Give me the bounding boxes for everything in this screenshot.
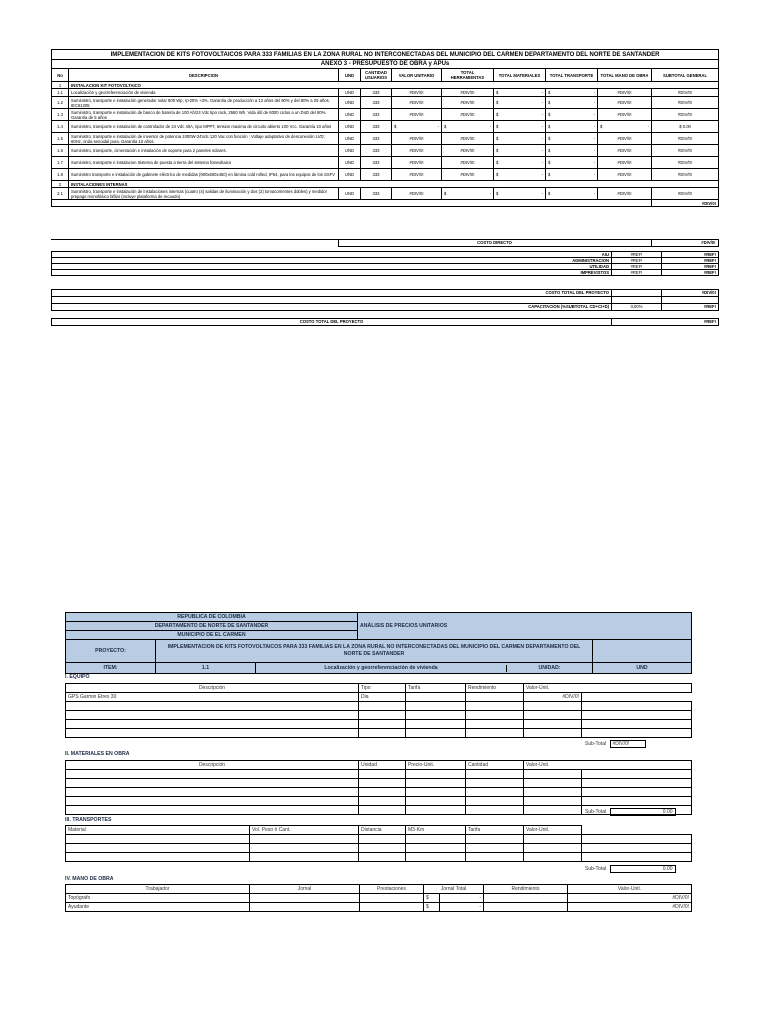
budget-row (52, 145, 719, 157)
item-number: 1.8 (52, 169, 69, 181)
column-header: DESCRIPCION (69, 69, 339, 82)
aiu-label: AIU (52, 252, 612, 258)
subtotal-general: #DIV/0! (652, 157, 719, 169)
grid-cell: Topógrafo (66, 894, 250, 903)
total-herramientas: #DIV/0! (442, 97, 494, 109)
subtotal-general: #DIV/0! (652, 133, 719, 145)
column-header: TOTAL MANO DE OBRA (598, 69, 652, 82)
aiu-pct: #REF! (612, 270, 662, 276)
item-unit: UND (339, 97, 361, 109)
total-mano-obra: #DIV/0! (598, 109, 652, 121)
grid-row (66, 702, 692, 711)
item-quantity: 333 (361, 109, 392, 121)
valor-unitario: #DIV/0! (392, 188, 442, 200)
capacitacion-pct: 0,00% (612, 304, 662, 311)
budget-row (52, 97, 719, 109)
transportes-subtotal: Sub-Total 0.00 (585, 865, 676, 873)
mano-obra-section-title: IV. MANO DE OBRA (65, 876, 114, 882)
grid-cell (484, 903, 568, 912)
aiu-value: #REF! (662, 258, 719, 264)
grid-cell: #DIV/0! (568, 903, 692, 912)
column-header: No (52, 69, 69, 82)
unidad-value: UND (593, 663, 692, 674)
grid-header: Jornal (250, 885, 360, 894)
item-description: Suministro, transporte, cimentación e instalación de soporte para 2 paneles solares. (69, 145, 339, 157)
item-description: Suministro, transporte e instalacion Sistema de puesta a tierra del sistema fotovoltaico (69, 157, 339, 169)
grid-cell (466, 693, 524, 702)
grid-row (66, 894, 692, 903)
unidad-label: UNIDAD: (506, 665, 592, 672)
column-header: SUBTOTAL GENERAL (652, 69, 719, 82)
proyecto-label: PROYECTO: (66, 640, 156, 663)
grid-header: Prestaciones (360, 885, 424, 894)
grid-row (66, 844, 692, 853)
grid-row (66, 693, 692, 702)
total-herramientas: #DIV/0! (442, 109, 494, 121)
grid-row (66, 711, 692, 720)
grid-header: Tarifa (466, 826, 524, 835)
item-quantity: 333 (361, 133, 392, 145)
grid-header: Valor-Unit. (568, 885, 692, 894)
grid-cell: - (440, 894, 484, 903)
subtotal-general: $ 0.00 (652, 121, 719, 133)
total-herramientas: #DIV/0! (442, 157, 494, 169)
total-materiales: $ - (494, 109, 546, 121)
valor-unitario: #DIV/0! (392, 169, 442, 181)
grid-row (66, 797, 692, 806)
capacitacion-label: CAPACITACION (%SUBTOTAL CD+CI+D) (52, 304, 612, 311)
grid-header: Valor-Unit. (524, 684, 692, 693)
grid-cell: Dia (359, 693, 406, 702)
transportes-subtotal-value: 0.00 (610, 865, 676, 873)
aiu-row (52, 270, 719, 276)
grid-cell: #DIV/0! (524, 693, 582, 702)
valor-unitario: #DIV/0! (392, 145, 442, 157)
aiu-label: IMPREVISTOS (52, 270, 612, 276)
grid-cell (250, 894, 360, 903)
item-description: Suministro transporte e instalación de gabinete eléctrico de medidas (900x600x450) en lámina cold rolled, IP54, para los equipos de los SSFV (69, 169, 339, 181)
grid-row (66, 853, 692, 862)
item-number: 1.2 (52, 97, 69, 109)
total-mano-obra: #DIV/0! (598, 157, 652, 169)
budget-row (52, 109, 719, 121)
item-description: Suministro, transporte e instalación de controlador de 24 Vdc 40A, tipo MPPT, tension maxima de circuito abierto 100 Vcc. Garantía 10 años (69, 121, 339, 133)
total-materiales: $ - (494, 169, 546, 181)
budget-row (52, 89, 719, 97)
item-unit: UND (339, 133, 361, 145)
grid-header: Material (66, 826, 250, 835)
column-header: UND (339, 69, 361, 82)
equipo-table (65, 683, 692, 738)
materiales-subtotal-value: 0.00 (610, 808, 676, 816)
item-number: 2.1 (52, 188, 69, 200)
materiales-subtotal: Sub-Total 0.00 (585, 808, 676, 816)
section-row: 2 INSTALACIONES INTERNAS (52, 181, 719, 188)
item-quantity: 333 (361, 169, 392, 181)
item-description: Suministro, transporte e instalación de banco de batería de 100 Ah/24 Vdc tipo rack, 2560 Wh. Vida útil de 6000 ciclos a un DoD del 80%. Garantía de 5 años (69, 109, 339, 121)
column-header: TOTAL TRANSPORTE (546, 69, 598, 82)
total-transporte: $ - (546, 97, 598, 109)
costo-total-label: COSTO TOTAL DEL PROYECTO (52, 290, 612, 297)
org-line: DEPARTAMENTO DE NORTE DE SANTANDER (66, 622, 358, 631)
total-transporte: $ - (546, 145, 598, 157)
costo-total-table (51, 289, 719, 311)
aiu-pct: #REF! (612, 258, 662, 264)
grid-header: Unidad (359, 761, 406, 770)
subtotal-general: #DIV/0! (652, 109, 719, 121)
aiu-label: ADMINISTRACION (52, 258, 612, 264)
total-mano-obra: #DIV/0! (598, 97, 652, 109)
item-quantity: 333 (361, 97, 392, 109)
aiu-value: #REF! (662, 252, 719, 258)
aiu-value: #REF! (662, 264, 719, 270)
column-header: CANTIDAD USUARIOS (361, 69, 392, 82)
total-herramientas: #DIV/0! (442, 169, 494, 181)
item-unit: UND (339, 169, 361, 181)
grid-header-row (66, 761, 692, 770)
grid-header: Vol. Peso ó Cant. (250, 826, 359, 835)
grid-row (66, 835, 692, 844)
valor-unitario: $ - (392, 121, 442, 133)
equipo-section-title: I. EQUIPO (65, 674, 90, 680)
subtotal-general: #DIV/0! (652, 169, 719, 181)
section-total-value: #DIV/0! (652, 200, 719, 207)
item-quantity: 333 (361, 89, 392, 97)
grid-row (66, 903, 692, 912)
equipo-subtotal-value: #DIV/0! (610, 740, 646, 748)
grid-header: Precio-Unit. (406, 761, 466, 770)
aiu-pct: #REF! (612, 252, 662, 258)
total-transporte: $ - (546, 121, 598, 133)
total-materiales: $ - (494, 121, 546, 133)
grid-cell (406, 693, 466, 702)
grid-cell: #DIV/0! (568, 894, 692, 903)
budget-row (52, 157, 719, 169)
item-unit: UND (339, 109, 361, 121)
budget-row (52, 169, 719, 181)
item-description: Suministro, transporte e instalación de inversor de potencia 1000W-24Vdc 120 Vac con función : Voltaje adaptativo de desconexión LVD; 60Hz, onda senoidal pura. Garantía 10 años. (69, 133, 339, 145)
item-number: 1.4 (52, 121, 69, 133)
grid-row (66, 788, 692, 797)
column-header: TOTAL HERRAMIENTAS (442, 69, 494, 82)
grid-row (66, 770, 692, 779)
grid-row (66, 729, 692, 738)
grid-cell (250, 903, 360, 912)
total-mano-obra: #DIV/0! (598, 89, 652, 97)
item-quantity: 333 (361, 188, 392, 200)
grid-cell (360, 894, 424, 903)
grid-cell: $ (424, 894, 440, 903)
grid-header: Distancia (359, 826, 406, 835)
item-number: 1.1 (52, 89, 69, 97)
subtotal-general: #DIV/0! (652, 89, 719, 97)
total-materiales: $ - (494, 97, 546, 109)
capacitacion-value: #REF! (662, 304, 719, 311)
total-herramientas: $ - (442, 188, 494, 200)
proyecto-value: IMPLEMENTACION DE KITS FOTOVOLTAICOS PARA 333 FAMILIAS EN LA ZONA RURAL NO INTERCONECTADAS DEL MUNICIPIO DEL CARMEN DEPARTAMENTO DEL NORTE DE SANTANDER (156, 640, 593, 663)
item-description: Suministro, transporte e instalación generador solar 800 Wp, η>20% +3%. Garantía de producción a 12 años del 90% y del 80% a 25 años. IEC61205 (69, 97, 339, 109)
total-transporte: $ - (546, 188, 598, 200)
budget-row (52, 133, 719, 145)
valor-unitario: #DIV/0! (392, 89, 442, 97)
budget-subtitle: ANEXO 3 - PRESUPUESTO DE OBRA y APUs (52, 60, 719, 69)
aiu-label: UTILIDAD (52, 264, 612, 270)
total-transporte: $ - (546, 133, 598, 145)
transportes-table (65, 825, 692, 862)
total-mano-obra: #DIV/0! (598, 133, 652, 145)
grid-cell (360, 903, 424, 912)
grid-header: Descripción (66, 761, 359, 770)
final-total-value: #REF! (612, 319, 719, 326)
analysis-title: ANÁLISIS DE PRECIOS UNITARIOS (358, 613, 692, 640)
item-number: 1.3 (52, 109, 69, 121)
valor-unitario: #DIV/0! (392, 133, 442, 145)
item-unit: UND (339, 89, 361, 97)
total-transporte: $ - (546, 157, 598, 169)
costo-directo-value: #DIV/0! (651, 240, 718, 247)
materiales-section-title: II. MATERIALES EN OBRA (65, 751, 130, 757)
budget-title: IMPLEMENTACION DE KITS FOTOVOLTAICOS PARA 333 FAMILIAS EN LA ZONA RURAL NO INTERCONECTADAS DEL MUNICIPIO DEL CARMEN DEPARTAMENTO DEL NORTE DE SANTANDER (52, 50, 719, 60)
grid-cell: - (440, 903, 484, 912)
materiales-table (65, 760, 692, 815)
item-number: 1.7 (52, 157, 69, 169)
total-herramientas: #DIV/0! (442, 145, 494, 157)
costo-directo-label: COSTO DIRECTO (338, 240, 651, 247)
total-herramientas: #DIV/0! (442, 133, 494, 145)
grid-cell: GPS Garmin Etrex 30 (66, 693, 359, 702)
total-materiales: $ - (494, 89, 546, 97)
grid-header: Valor-Unit. (524, 761, 692, 770)
grid-header: Cantidad (466, 761, 524, 770)
total-transporte: $ - (546, 169, 598, 181)
grid-header: Descripción (66, 684, 359, 693)
grid-header-row (66, 885, 692, 894)
total-transporte: $ - (546, 89, 598, 97)
item-unit: UND (339, 157, 361, 169)
item-description: Suministro, transporte e instalación de instalaciones internas (cuatro (4) salidas de iluminación y dos (2) tomacorrientes dobles) y medidor prepago monofásico bifilar (incluye plataforma de recaudo) (69, 188, 339, 200)
grid-header: Tipo (359, 684, 406, 693)
item-value: 1.1 (156, 663, 256, 674)
item-label: ITEM: (66, 663, 156, 674)
item-quantity: 333 (361, 157, 392, 169)
grid-header: Rendimiento (466, 684, 524, 693)
grid-header-row (66, 826, 692, 835)
item-unit: UND (339, 188, 361, 200)
total-mano-obra: $ - (598, 121, 652, 133)
total-materiales: $ - (494, 145, 546, 157)
item-description: Localización y georreferenciación de vivienda (324, 664, 438, 671)
total-herramientas: $ - (442, 121, 494, 133)
grid-header: Jornal Total (424, 885, 484, 894)
grid-row (66, 779, 692, 788)
grid-header: Tarifa (406, 684, 466, 693)
item-number: 1.5 (52, 133, 69, 145)
item-unit: UND (339, 121, 361, 133)
total-mano-obra: #DIV/0! (598, 145, 652, 157)
total-mano-obra: #DIV/0! (598, 188, 652, 200)
column-header: VALOR UNITARIO (392, 69, 442, 82)
final-total-label: COSTO TOTAL DEL PROYECTO (52, 319, 612, 326)
equipo-subtotal: Sub-Total #DIV/0! (585, 740, 646, 748)
grid-header: Rendimiento (484, 885, 568, 894)
transportes-section-title: III. TRANSPORTES (65, 817, 112, 823)
aiu-table (51, 251, 719, 276)
item-unit: UND (339, 145, 361, 157)
item-number: 1.6 (52, 145, 69, 157)
subtotal-general: #DIV/0! (652, 188, 719, 200)
column-header: TOTAL MATERIALES (494, 69, 546, 82)
grid-header: Valor-Unit. (524, 826, 582, 835)
aiu-value: #REF! (662, 270, 719, 276)
grid-header: M3-Km (406, 826, 466, 835)
grid-cell: $ (424, 903, 440, 912)
item-description: Localización y georreferenciación de vivienda (69, 89, 339, 97)
final-total-table (51, 318, 719, 326)
grid-cell (484, 894, 568, 903)
grid-header: Trabajador (66, 885, 250, 894)
valor-unitario: #DIV/0! (392, 97, 442, 109)
section-row: 1 INSTALACION KIT FOTOVOLTAICO (52, 82, 719, 89)
item-quantity: 333 (361, 145, 392, 157)
grid-row (66, 720, 692, 729)
org-line: REPUBLICA DE COLOMBIA (66, 613, 358, 622)
budget-table (51, 49, 719, 207)
budget-header-row (52, 69, 719, 82)
total-herramientas: #DIV/0! (442, 89, 494, 97)
total-mano-obra: #DIV/0! (598, 169, 652, 181)
costo-directo-table (51, 239, 719, 247)
apu-header-table (65, 612, 692, 674)
total-transporte: $ - (546, 109, 598, 121)
grid-header-row (66, 684, 692, 693)
budget-row (52, 188, 719, 200)
total-materiales: $ - (494, 133, 546, 145)
subtotal-general: #DIV/0! (652, 97, 719, 109)
budget-row (52, 121, 719, 133)
aiu-pct: #REF! (612, 264, 662, 270)
subtotal-general: #DIV/0! (652, 145, 719, 157)
valor-unitario: #DIV/0! (392, 109, 442, 121)
item-quantity: 333 (361, 121, 392, 133)
section-total-row (52, 200, 719, 207)
org-line: MUNICIPIO DE EL CARMEN (66, 631, 358, 640)
grid-cell: Ayudante (66, 903, 250, 912)
costo-total-value: #DIV/0! (662, 290, 719, 297)
total-materiales: $ - (494, 188, 546, 200)
total-materiales: $ - (494, 157, 546, 169)
mano-obra-table (65, 884, 692, 912)
valor-unitario: #DIV/0! (392, 157, 442, 169)
